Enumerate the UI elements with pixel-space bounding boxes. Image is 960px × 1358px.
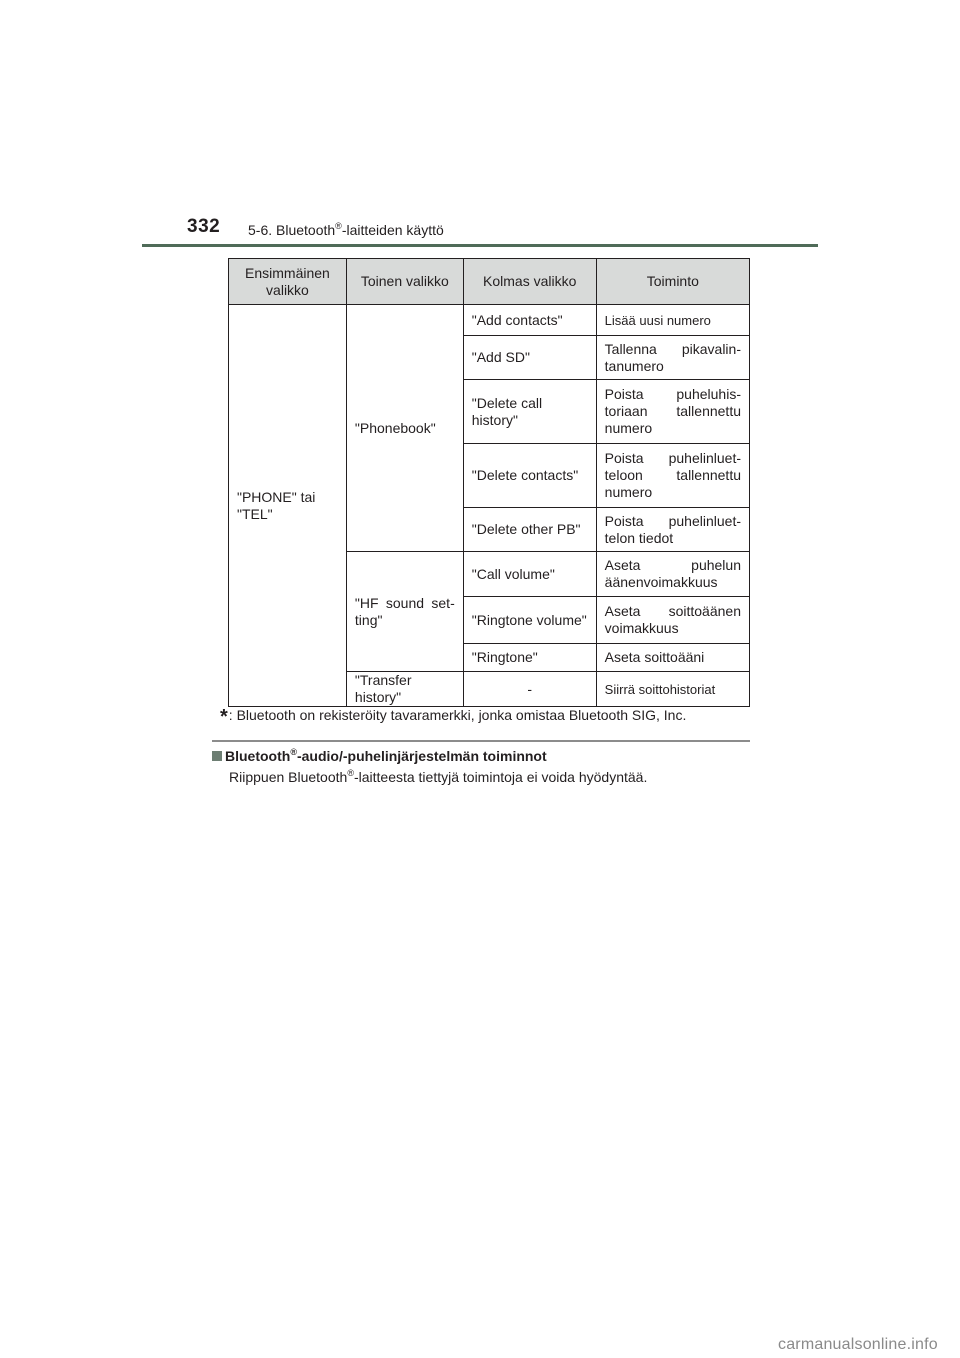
- registered-mark: ®: [290, 747, 297, 757]
- header-rule: [142, 244, 818, 247]
- first-menu-cell: "PHONE" tai "TEL": [229, 305, 347, 707]
- second-menu-cell-transfer: "Transfer history": [346, 672, 463, 707]
- note-body-prefix: Riippuen Bluetooth: [229, 769, 348, 785]
- footnote-marker: *: [220, 706, 228, 728]
- column-header-second-menu: Toinen valikko: [346, 259, 463, 305]
- note-heading: [212, 748, 547, 764]
- third-menu-cell: "Delete contacts": [463, 444, 596, 508]
- third-menu-cell: "Ringtone volume": [463, 597, 596, 644]
- function-cell: Poista puhelinluet-telon tiedot: [596, 508, 749, 552]
- third-menu-cell: "Add SD": [463, 336, 596, 380]
- function-cell: Lisää uusi numero: [596, 305, 749, 336]
- note-body-suffix: -laitteesta tiettyjä toimintoja ei voida hyödyntää.: [353, 769, 648, 785]
- function-cell: Tallenna pikavalin-tanumero: [596, 336, 749, 380]
- section-title-prefix: 5-6. Bluetooth: [248, 222, 336, 238]
- function-cell: Aseta soittoääni: [596, 644, 749, 672]
- column-header-first-menu: Ensimmäinen valikko: [229, 259, 347, 305]
- function-cell: Aseta puhelun äänenvoimakkuus: [596, 552, 749, 597]
- third-menu-cell: "Add contacts": [463, 305, 596, 336]
- function-cell: Poista puhelinluet-teloon tallennettu numero: [596, 444, 749, 508]
- column-header-function: Toiminto: [596, 259, 749, 305]
- registered-mark: ®: [335, 221, 342, 231]
- third-menu-cell: "Call volume": [463, 552, 596, 597]
- footnote: [220, 706, 686, 729]
- second-menu-cell-hf-sound: "HF sound set-ting": [346, 552, 463, 672]
- page-number: 332: [187, 216, 221, 237]
- note-rule: [212, 740, 750, 742]
- third-menu-cell: -: [463, 672, 596, 707]
- menu-table: [228, 258, 750, 707]
- second-menu-cell-phonebook: "Phonebook": [346, 305, 463, 552]
- footnote-text: : Bluetooth on rekisteröity tavaramerkki, jonka omistaa Bluetooth SIG, Inc.: [228, 707, 687, 723]
- function-cell: Aseta soittoäänen voimakkuus: [596, 597, 749, 644]
- square-bullet-icon: [212, 751, 222, 761]
- table-row: [229, 305, 750, 336]
- registered-mark: ®: [347, 768, 354, 778]
- function-cell: Siirrä soittohistoriat: [596, 672, 749, 707]
- third-menu-cell: "Ringtone": [463, 644, 596, 672]
- column-header-third-menu: Kolmas valikko: [463, 259, 596, 305]
- note-heading-suffix: -audio/-puhelinjärjestelmän toiminnot: [296, 748, 547, 764]
- watermark: carmanualsonline.info: [778, 1336, 938, 1353]
- section-title-suffix: -laitteiden käyttö: [341, 222, 444, 238]
- note-body: [229, 769, 647, 785]
- section-title: [248, 222, 444, 238]
- third-menu-cell: "Delete call history": [463, 380, 596, 444]
- function-cell: Poista puheluhis-toriaan tallennettu numero: [596, 380, 749, 444]
- third-menu-cell: "Delete other PB": [463, 508, 596, 552]
- note-heading-prefix: Bluetooth: [225, 748, 291, 764]
- table-header-row: [229, 259, 750, 305]
